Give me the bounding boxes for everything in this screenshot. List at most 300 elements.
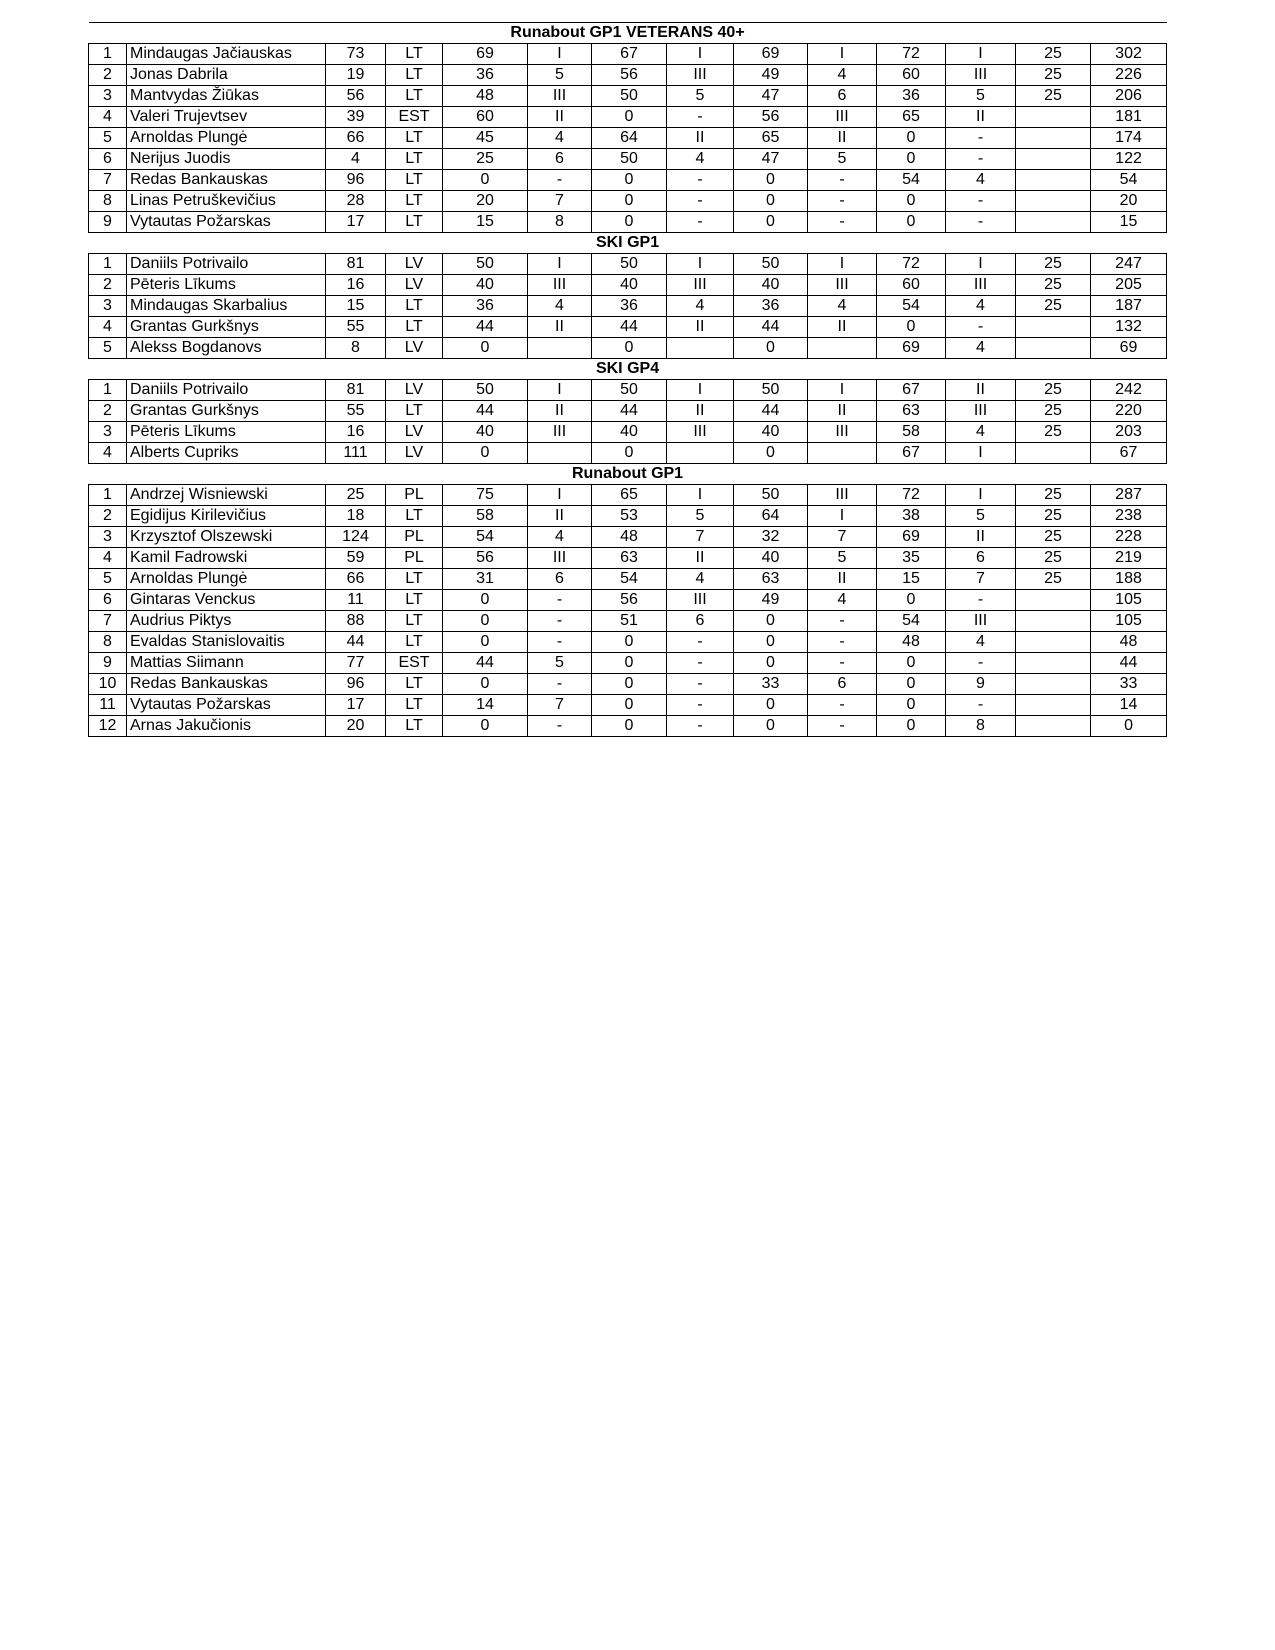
stage4-place-cell: III [946, 65, 1016, 86]
bonus-cell [1016, 212, 1091, 233]
stage1-place-cell: I [528, 44, 592, 65]
stage3-place-cell: II [808, 128, 877, 149]
name-cell: Mattias Siimann [127, 653, 326, 674]
stage4-place-cell: 4 [946, 632, 1016, 653]
stage3-points-cell: 63 [734, 569, 808, 590]
place-cell: 4 [89, 317, 127, 338]
stage2-place-cell: - [667, 653, 734, 674]
place-cell: 7 [89, 611, 127, 632]
number-cell: 16 [326, 275, 386, 296]
stage1-points-cell: 56 [443, 548, 528, 569]
bonus-cell [1016, 338, 1091, 359]
place-cell: 5 [89, 128, 127, 149]
country-cell: LV [386, 422, 443, 443]
bonus-cell: 25 [1016, 401, 1091, 422]
stage4-points-cell: 65 [877, 107, 946, 128]
stage3-place-cell: 6 [808, 674, 877, 695]
stage1-place-cell: III [528, 548, 592, 569]
total-cell: 302 [1091, 44, 1167, 65]
stage4-place-cell: - [946, 695, 1016, 716]
stage4-points-cell: 0 [877, 590, 946, 611]
stage2-place-cell: - [667, 191, 734, 212]
country-cell: LT [386, 212, 443, 233]
bonus-cell: 25 [1016, 485, 1091, 506]
total-cell: 54 [1091, 170, 1167, 191]
stage2-place-cell: 4 [667, 569, 734, 590]
number-cell: 124 [326, 527, 386, 548]
stage3-points-cell: 49 [734, 65, 808, 86]
place-cell: 3 [89, 86, 127, 107]
bonus-cell [1016, 128, 1091, 149]
results-table [88, 22, 1167, 737]
name-cell: Pēteris Līkums [127, 422, 326, 443]
stage2-points-cell: 63 [592, 548, 667, 569]
stage4-points-cell: 0 [877, 674, 946, 695]
stage1-points-cell: 25 [443, 149, 528, 170]
number-cell: 96 [326, 674, 386, 695]
country-cell: LT [386, 44, 443, 65]
stage3-points-cell: 65 [734, 128, 808, 149]
name-cell: Daniils Potrivailo [127, 254, 326, 275]
place-cell: 4 [89, 443, 127, 464]
stage3-points-cell: 47 [734, 149, 808, 170]
stage3-place-cell: - [808, 653, 877, 674]
table-row [89, 422, 1167, 443]
stage2-points-cell: 36 [592, 296, 667, 317]
stage4-place-cell: 5 [946, 86, 1016, 107]
stage1-points-cell: 54 [443, 527, 528, 548]
stage1-points-cell: 0 [443, 632, 528, 653]
total-cell: 33 [1091, 674, 1167, 695]
table-row [89, 317, 1167, 338]
stage1-points-cell: 44 [443, 401, 528, 422]
stage1-points-cell: 0 [443, 170, 528, 191]
name-cell: Redas Bankauskas [127, 170, 326, 191]
stage2-points-cell: 56 [592, 590, 667, 611]
name-cell: Mantvydas Žiūkas [127, 86, 326, 107]
stage1-place-cell: - [528, 716, 592, 737]
stage3-points-cell: 40 [734, 275, 808, 296]
name-cell: Evaldas Stanislovaitis [127, 632, 326, 653]
stage4-place-cell: - [946, 128, 1016, 149]
stage4-points-cell: 60 [877, 65, 946, 86]
stage2-place-cell: 4 [667, 149, 734, 170]
stage1-place-cell: - [528, 590, 592, 611]
country-cell: PL [386, 485, 443, 506]
country-cell: LT [386, 401, 443, 422]
bonus-cell: 25 [1016, 569, 1091, 590]
stage4-points-cell: 0 [877, 695, 946, 716]
stage1-place-cell: - [528, 170, 592, 191]
name-cell: Audrius Piktys [127, 611, 326, 632]
stage4-points-cell: 72 [877, 254, 946, 275]
stage1-place-cell: 6 [528, 569, 592, 590]
table-row [89, 653, 1167, 674]
country-cell: LT [386, 296, 443, 317]
name-cell: Pēteris Līkums [127, 275, 326, 296]
stage4-place-cell: - [946, 212, 1016, 233]
stage2-points-cell: 0 [592, 212, 667, 233]
stage4-points-cell: 15 [877, 569, 946, 590]
stage2-points-cell: 0 [592, 632, 667, 653]
total-cell: 287 [1091, 485, 1167, 506]
country-cell: LT [386, 65, 443, 86]
bonus-cell [1016, 590, 1091, 611]
stage4-points-cell: 38 [877, 506, 946, 527]
table-row [89, 107, 1167, 128]
stage1-place-cell: III [528, 422, 592, 443]
total-cell: 203 [1091, 422, 1167, 443]
country-cell: LT [386, 506, 443, 527]
stage2-points-cell: 51 [592, 611, 667, 632]
stage3-place-cell: I [808, 254, 877, 275]
number-cell: 55 [326, 401, 386, 422]
stage3-place-cell: - [808, 170, 877, 191]
section-header [89, 23, 1167, 44]
stage1-place-cell: II [528, 506, 592, 527]
stage1-place-cell: II [528, 401, 592, 422]
section-header [89, 464, 1167, 485]
stage3-points-cell: 0 [734, 338, 808, 359]
stage3-points-cell: 50 [734, 485, 808, 506]
stage2-place-cell: - [667, 695, 734, 716]
table-row [89, 254, 1167, 275]
stage4-place-cell: 4 [946, 296, 1016, 317]
stage4-points-cell: 0 [877, 212, 946, 233]
stage3-place-cell: - [808, 716, 877, 737]
stage4-place-cell: 5 [946, 506, 1016, 527]
stage1-points-cell: 40 [443, 422, 528, 443]
stage2-place-cell: II [667, 401, 734, 422]
stage4-place-cell: - [946, 653, 1016, 674]
stage3-points-cell: 32 [734, 527, 808, 548]
stage1-points-cell: 44 [443, 317, 528, 338]
stage4-points-cell: 0 [877, 653, 946, 674]
stage1-points-cell: 69 [443, 44, 528, 65]
stage2-place-cell: 6 [667, 611, 734, 632]
bonus-cell: 25 [1016, 44, 1091, 65]
name-cell: Daniils Potrivailo [127, 380, 326, 401]
total-cell: 105 [1091, 611, 1167, 632]
stage4-points-cell: 0 [877, 716, 946, 737]
bonus-cell: 25 [1016, 506, 1091, 527]
stage2-points-cell: 0 [592, 695, 667, 716]
number-cell: 15 [326, 296, 386, 317]
stage3-points-cell: 0 [734, 716, 808, 737]
name-cell: Nerijus Juodis [127, 149, 326, 170]
number-cell: 88 [326, 611, 386, 632]
stage2-place-cell: 4 [667, 296, 734, 317]
stage3-points-cell: 49 [734, 590, 808, 611]
stage4-points-cell: 58 [877, 422, 946, 443]
stage3-place-cell: III [808, 275, 877, 296]
stage2-points-cell: 64 [592, 128, 667, 149]
table-row [89, 338, 1167, 359]
total-cell: 48 [1091, 632, 1167, 653]
table-row [89, 695, 1167, 716]
number-cell: 55 [326, 317, 386, 338]
stage2-place-cell [667, 443, 734, 464]
number-cell: 17 [326, 212, 386, 233]
total-cell: 187 [1091, 296, 1167, 317]
number-cell: 66 [326, 569, 386, 590]
number-cell: 25 [326, 485, 386, 506]
table-row [89, 527, 1167, 548]
place-cell: 1 [89, 380, 127, 401]
stage3-place-cell: II [808, 401, 877, 422]
stage1-points-cell: 40 [443, 275, 528, 296]
number-cell: 8 [326, 338, 386, 359]
stage4-place-cell: 4 [946, 422, 1016, 443]
bonus-cell: 25 [1016, 422, 1091, 443]
stage1-points-cell: 36 [443, 65, 528, 86]
number-cell: 73 [326, 44, 386, 65]
stage1-place-cell: 8 [528, 212, 592, 233]
table-row [89, 443, 1167, 464]
stage3-points-cell: 0 [734, 632, 808, 653]
stage2-points-cell: 50 [592, 254, 667, 275]
place-cell: 3 [89, 296, 127, 317]
stage3-points-cell: 33 [734, 674, 808, 695]
stage1-points-cell: 15 [443, 212, 528, 233]
place-cell: 2 [89, 65, 127, 86]
number-cell: 111 [326, 443, 386, 464]
stage4-points-cell: 54 [877, 170, 946, 191]
number-cell: 17 [326, 695, 386, 716]
number-cell: 56 [326, 86, 386, 107]
stage3-place-cell: 4 [808, 65, 877, 86]
stage2-place-cell: III [667, 275, 734, 296]
name-cell: Andrzej Wisniewski [127, 485, 326, 506]
stage2-place-cell: I [667, 254, 734, 275]
number-cell: 77 [326, 653, 386, 674]
table-row [89, 275, 1167, 296]
table-row [89, 632, 1167, 653]
stage2-points-cell: 44 [592, 401, 667, 422]
place-cell: 2 [89, 506, 127, 527]
stage3-place-cell: 5 [808, 548, 877, 569]
bonus-cell [1016, 632, 1091, 653]
name-cell: Krzysztof Olszewski [127, 527, 326, 548]
bonus-cell [1016, 107, 1091, 128]
stage1-points-cell: 0 [443, 443, 528, 464]
number-cell: 66 [326, 128, 386, 149]
stage2-place-cell: I [667, 44, 734, 65]
stage2-points-cell: 0 [592, 716, 667, 737]
number-cell: 39 [326, 107, 386, 128]
section-title: SKI GP4 [89, 359, 1167, 380]
stage4-points-cell: 67 [877, 380, 946, 401]
bonus-cell [1016, 149, 1091, 170]
place-cell: 4 [89, 548, 127, 569]
table-row [89, 548, 1167, 569]
stage3-place-cell: II [808, 569, 877, 590]
stage3-place-cell [808, 443, 877, 464]
stage2-points-cell: 0 [592, 338, 667, 359]
stage3-place-cell: 6 [808, 86, 877, 107]
place-cell: 7 [89, 170, 127, 191]
stage4-place-cell: I [946, 254, 1016, 275]
bonus-cell: 25 [1016, 296, 1091, 317]
stage3-place-cell: - [808, 695, 877, 716]
table-row [89, 149, 1167, 170]
stage1-points-cell: 45 [443, 128, 528, 149]
stage2-place-cell: II [667, 548, 734, 569]
table-row [89, 485, 1167, 506]
stage2-points-cell: 0 [592, 653, 667, 674]
number-cell: 20 [326, 716, 386, 737]
place-cell: 2 [89, 275, 127, 296]
name-cell: Vytautas Požarskas [127, 695, 326, 716]
stage1-place-cell [528, 443, 592, 464]
stage2-points-cell: 48 [592, 527, 667, 548]
stage2-place-cell: - [667, 212, 734, 233]
number-cell: 96 [326, 170, 386, 191]
total-cell: 15 [1091, 212, 1167, 233]
bonus-cell [1016, 170, 1091, 191]
bonus-cell: 25 [1016, 275, 1091, 296]
stage2-points-cell: 0 [592, 191, 667, 212]
stage4-points-cell: 54 [877, 611, 946, 632]
stage3-points-cell: 0 [734, 212, 808, 233]
stage2-points-cell: 54 [592, 569, 667, 590]
stage4-points-cell: 0 [877, 317, 946, 338]
stage1-place-cell: - [528, 674, 592, 695]
country-cell: LT [386, 695, 443, 716]
stage2-place-cell: 5 [667, 506, 734, 527]
place-cell: 3 [89, 527, 127, 548]
name-cell: Grantas Gurkšnys [127, 317, 326, 338]
country-cell: LT [386, 149, 443, 170]
country-cell: LT [386, 128, 443, 149]
total-cell: 174 [1091, 128, 1167, 149]
number-cell: 81 [326, 254, 386, 275]
total-cell: 220 [1091, 401, 1167, 422]
stage3-points-cell: 47 [734, 86, 808, 107]
stage4-place-cell: II [946, 380, 1016, 401]
bonus-cell [1016, 443, 1091, 464]
place-cell: 12 [89, 716, 127, 737]
country-cell: LV [386, 380, 443, 401]
stage4-points-cell: 69 [877, 338, 946, 359]
table-row [89, 65, 1167, 86]
table-row [89, 191, 1167, 212]
place-cell: 2 [89, 401, 127, 422]
bonus-cell: 25 [1016, 548, 1091, 569]
section-title: Runabout GP1 [89, 464, 1167, 485]
stage2-place-cell: III [667, 590, 734, 611]
stage2-points-cell: 50 [592, 86, 667, 107]
stage4-place-cell: 6 [946, 548, 1016, 569]
stage4-place-cell: III [946, 401, 1016, 422]
total-cell: 105 [1091, 590, 1167, 611]
stage4-place-cell: III [946, 611, 1016, 632]
number-cell: 4 [326, 149, 386, 170]
stage3-place-cell [808, 338, 877, 359]
bonus-cell: 25 [1016, 380, 1091, 401]
section-header [89, 233, 1167, 254]
name-cell: Linas Petruškevičius [127, 191, 326, 212]
name-cell: Mindaugas Jačiauskas [127, 44, 326, 65]
stage1-place-cell: 7 [528, 191, 592, 212]
stage3-points-cell: 69 [734, 44, 808, 65]
bonus-cell [1016, 611, 1091, 632]
place-cell: 6 [89, 149, 127, 170]
stage3-points-cell: 0 [734, 191, 808, 212]
stage4-points-cell: 48 [877, 632, 946, 653]
place-cell: 11 [89, 695, 127, 716]
country-cell: LT [386, 716, 443, 737]
stage1-points-cell: 14 [443, 695, 528, 716]
total-cell: 14 [1091, 695, 1167, 716]
stage4-points-cell: 36 [877, 86, 946, 107]
total-cell: 228 [1091, 527, 1167, 548]
bonus-cell: 25 [1016, 254, 1091, 275]
total-cell: 206 [1091, 86, 1167, 107]
table-row [89, 296, 1167, 317]
stage4-points-cell: 0 [877, 191, 946, 212]
stage2-place-cell: - [667, 716, 734, 737]
country-cell: LT [386, 611, 443, 632]
stage3-place-cell: I [808, 506, 877, 527]
stage4-place-cell: - [946, 191, 1016, 212]
stage2-points-cell: 0 [592, 170, 667, 191]
stage1-place-cell: II [528, 107, 592, 128]
place-cell: 4 [89, 107, 127, 128]
place-cell: 10 [89, 674, 127, 695]
stage1-points-cell: 44 [443, 653, 528, 674]
stage4-points-cell: 0 [877, 128, 946, 149]
stage4-place-cell: 7 [946, 569, 1016, 590]
stage2-points-cell: 56 [592, 65, 667, 86]
stage2-points-cell: 0 [592, 107, 667, 128]
section-header [89, 359, 1167, 380]
bonus-cell [1016, 191, 1091, 212]
total-cell: 242 [1091, 380, 1167, 401]
stage1-place-cell: I [528, 254, 592, 275]
stage1-points-cell: 36 [443, 296, 528, 317]
country-cell: EST [386, 107, 443, 128]
country-cell: LT [386, 590, 443, 611]
number-cell: 16 [326, 422, 386, 443]
stage3-place-cell: III [808, 422, 877, 443]
country-cell: LT [386, 674, 443, 695]
stage2-place-cell: I [667, 485, 734, 506]
table-row [89, 506, 1167, 527]
country-cell: LV [386, 254, 443, 275]
stage4-place-cell: III [946, 275, 1016, 296]
stage2-place-cell: II [667, 128, 734, 149]
country-cell: PL [386, 548, 443, 569]
name-cell: Mindaugas Skarbalius [127, 296, 326, 317]
country-cell: LT [386, 317, 443, 338]
number-cell: 19 [326, 65, 386, 86]
table-row [89, 611, 1167, 632]
stage4-points-cell: 60 [877, 275, 946, 296]
name-cell: Grantas Gurkšnys [127, 401, 326, 422]
stage4-place-cell: 4 [946, 338, 1016, 359]
country-cell: LT [386, 191, 443, 212]
table-row [89, 170, 1167, 191]
bonus-cell: 25 [1016, 65, 1091, 86]
stage1-points-cell: 0 [443, 338, 528, 359]
stage1-points-cell: 31 [443, 569, 528, 590]
name-cell: Gintaras Venckus [127, 590, 326, 611]
stage2-points-cell: 0 [592, 443, 667, 464]
stage2-place-cell: 7 [667, 527, 734, 548]
stage2-points-cell: 50 [592, 149, 667, 170]
bonus-cell [1016, 317, 1091, 338]
